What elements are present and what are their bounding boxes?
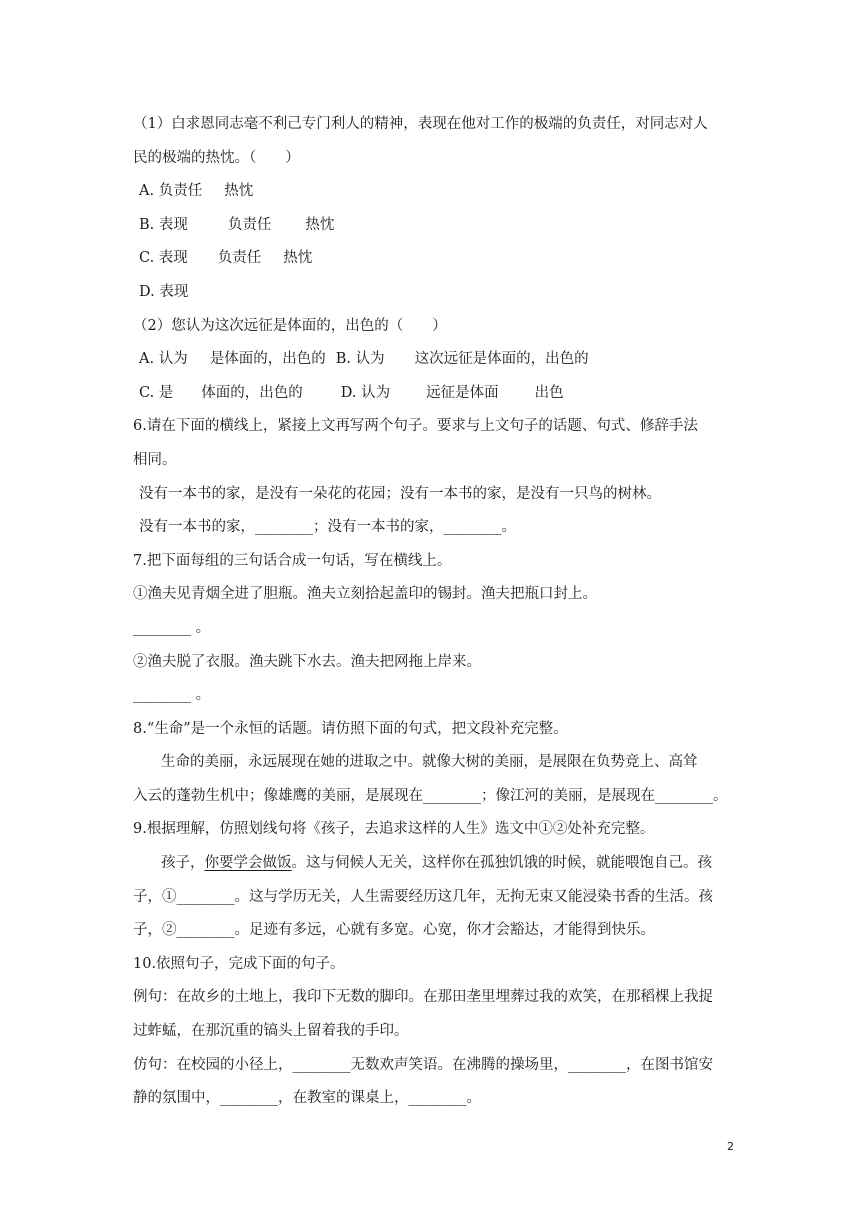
- q10-imitation: 仿句：在校园的小径上，________无数欢声笑语。在沸腾的操场里，________，在图书馆安: [133, 1056, 713, 1073]
- document-page: [133, 108, 739, 1116]
- q10-example: 例句：在故乡的土地上，我印下无数的脚印。在那田垄里埋葬过我的欢笑，在那稻棵上我捉: [133, 989, 713, 1006]
- q7-group-2-blank: ________ 。: [133, 687, 211, 704]
- page-number: 2: [727, 1140, 734, 1153]
- q5-1-stem-cont: 民的极端的热忱。（ ）: [133, 149, 300, 166]
- q5-2-options-ab: A. 认为 是体面的，出色的 B. 认为 这次远征是体面的，出色的: [139, 351, 589, 368]
- q6-stem: 6.请在下面的横线上，紧接上文再写两个句子。要求与上文句子的话题、句式、修辞手法: [133, 418, 698, 435]
- q5-1-stem: （1）白求恩同志毫不利己专门利人的精神，表现在他对工作的极端的负责任，对同志对人: [133, 116, 708, 132]
- q9-stem: 9.根据理解，仿照划线句将《孩子，去追求这样的人生》选文中①②处补充完整。: [133, 821, 655, 838]
- q10-stem: 10.依照句子，完成下面的句子。: [133, 955, 345, 972]
- q5-1-option-d: D. 表现: [139, 283, 189, 300]
- q9-paragraph-cont-2: 子，②________。足迹有多远，心就有多宽。心宽，你才会豁达，才能得到快乐。: [133, 922, 655, 939]
- q6-stem-cont: 相同。: [133, 451, 177, 468]
- q8-paragraph: 生命的美丽，永远展现在她的进取之中。就像大树的美丽，是展限在负势竞上、高耸: [161, 754, 698, 771]
- q8-paragraph-cont: 入云的蓬勃生机中；像雄鹰的美丽，是展现在________；像江河的美丽，是展现在________。: [133, 787, 728, 804]
- q5-1-option-c: C. 表现 负责任 热忱: [139, 250, 313, 267]
- q5-2-options-cd: C. 是 体面的，出色的 D. 认为 远征是体面 出色: [139, 384, 564, 401]
- q6-blank-line: 没有一本书的家，________；没有一本书的家，________。: [139, 519, 516, 536]
- q5-2-stem: （2）您认为这次远征是体面的，出色的（ ）: [133, 317, 447, 334]
- q9-underlined-sentence: 你要学会做饭: [204, 855, 292, 872]
- q10-imitation-cont: 静的氛围中，________，在教室的课桌上，________。: [133, 1090, 481, 1107]
- q7-stem: 7.把下面每组的三句话合成一句话，写在横线上。: [133, 552, 452, 569]
- q9-paragraph-cont-1: 子，①________。这与学历无关，人生需要经历这几年，无拘无束又能浸染书香的生活。孩: [133, 888, 713, 905]
- q5-1-option-a: A. 负责任 热忱: [139, 183, 254, 200]
- q9-paragraph: 孩子，你要学会做饭。这与伺候人无关，这样你在孤独饥饿的时候，就能喂饱自己。孩: [161, 855, 712, 872]
- q7-group-1: ①渔夫见青烟全进了胆瓶。渔夫立刻拾起盖印的锡封。渔夫把瓶口封上。: [133, 586, 597, 603]
- q7-group-1-blank: ________ 。: [133, 619, 211, 636]
- q7-group-2: ②渔夫脱了衣服。渔夫跳下水去。渔夫把网拖上岸来。: [133, 653, 481, 670]
- q5-1-option-b: B. 表现 负责任 热忱: [139, 216, 335, 233]
- q10-example-cont: 过蚱蜢，在那沉重的镐头上留着我的手印。: [133, 1023, 409, 1040]
- q8-stem: 8.“生命”是一个永恒的话题。请仿照下面的句式，把文段补充完整。: [133, 720, 568, 737]
- q6-example: 没有一本书的家，是没有一朵花的花园；没有一本书的家，是没有一只鸟的树林。: [139, 485, 661, 502]
